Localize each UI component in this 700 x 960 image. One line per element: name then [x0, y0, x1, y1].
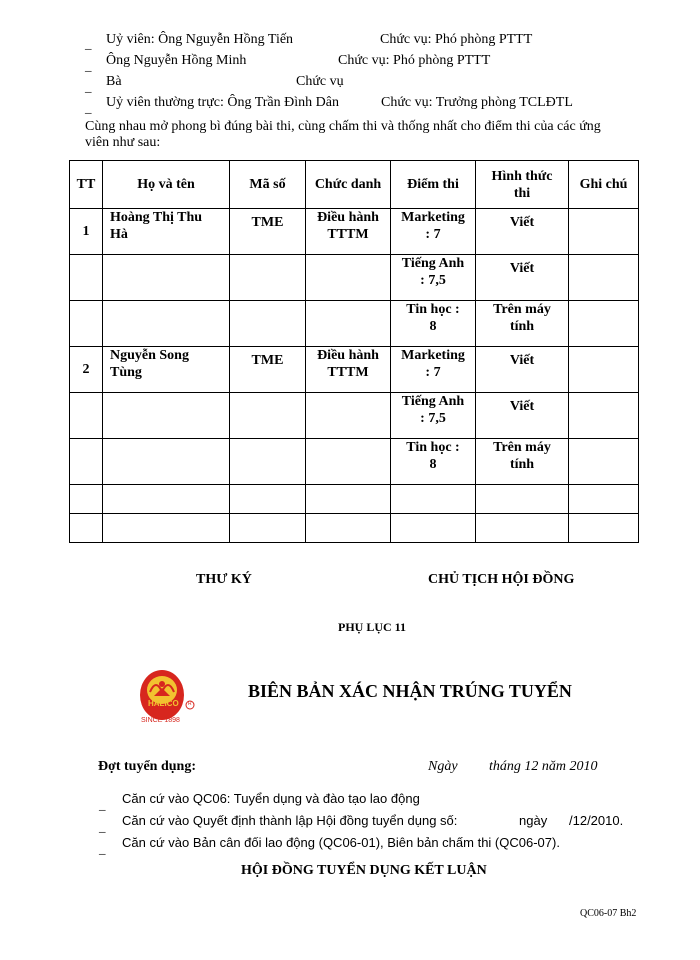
cell-code [230, 255, 306, 301]
score-line: Tin học : [406, 440, 460, 455]
cell-score [391, 209, 476, 255]
name-line: Hoàng Thị Thu [110, 210, 203, 225]
header-tt: TT [70, 161, 103, 209]
bullet-mark: _ [99, 797, 106, 812]
cell-form: Viết [476, 255, 569, 301]
table-row [70, 514, 639, 543]
logo-since-text: SINCE 1898 [141, 717, 180, 724]
member-role: Chức vụ: Phó phòng PTTT [380, 32, 533, 47]
empty-cell [569, 514, 639, 543]
cell-score [391, 347, 476, 393]
cell-code: TME [230, 347, 306, 393]
logo-registered-mark: R [188, 701, 192, 707]
empty-cell [230, 514, 306, 543]
table-row [70, 485, 639, 514]
title-line: Điều hành [317, 210, 379, 225]
table-row [70, 209, 639, 255]
cell-title [306, 393, 391, 439]
header-name: Họ và tên [103, 161, 230, 209]
member-line: Bà [106, 74, 122, 89]
name-line: Hà [110, 227, 128, 242]
empty-cell [230, 485, 306, 514]
cell-name [103, 439, 230, 485]
document-title: BIÊN BẢN XÁC NHẬN TRÚNG TUYỂN [248, 681, 572, 701]
cell-name [103, 347, 230, 393]
score-line: Tin học : [406, 302, 460, 317]
cell-note [569, 301, 639, 347]
cell-score [391, 255, 476, 301]
score-line: 8 [429, 457, 437, 472]
empty-cell [306, 514, 391, 543]
score-line: : 7 [425, 365, 441, 380]
cell-score [391, 301, 476, 347]
cell-note [569, 209, 639, 255]
header-form-line: thi [513, 185, 531, 201]
cell-form [476, 301, 569, 347]
form-line: Trên máy [493, 440, 551, 455]
cell-tt [70, 393, 103, 439]
cell-form [476, 439, 569, 485]
title-line: TTTM [327, 365, 369, 380]
empty-cell [103, 514, 230, 543]
cell-note [569, 347, 639, 393]
score-line: Marketing [401, 210, 465, 225]
basis-line-date: /12/2010. [569, 813, 624, 828]
table-row [70, 347, 639, 393]
table-row [70, 439, 639, 485]
name-line: Tùng [110, 365, 142, 380]
cell-score [391, 393, 476, 439]
header-code: Mã số [230, 161, 306, 209]
cell-code [230, 439, 306, 485]
recruitment-round-label: Đợt tuyển dụng: [98, 759, 196, 774]
cell-note [569, 255, 639, 301]
member-role: Chức vụ [296, 74, 344, 89]
empty-cell [391, 514, 476, 543]
cell-tt: 2 [70, 347, 103, 393]
cell-name [103, 301, 230, 347]
footer-code: QC06-07 Bh2 [580, 908, 637, 919]
secretary-signature-label: THƯ KÝ [196, 572, 252, 587]
cell-title [306, 301, 391, 347]
header-form [476, 161, 569, 209]
cell-title [306, 439, 391, 485]
header-title: Chức danh [306, 161, 391, 209]
cell-title [306, 347, 391, 393]
member-role: Chức vụ: Trưởng phòng TCLĐTL [381, 95, 573, 110]
company-logo [134, 662, 198, 728]
cell-name [103, 209, 230, 255]
cell-score [391, 439, 476, 485]
score-line: Marketing [401, 348, 465, 363]
empty-cell [476, 485, 569, 514]
bullet-mark: _ [99, 841, 106, 856]
basis-line: Căn cứ vào Quyết định thành lập Hội đồng tuyển dụng số: [122, 813, 458, 828]
form-line: Trên máy [493, 302, 551, 317]
score-table [69, 160, 639, 543]
empty-cell [103, 485, 230, 514]
cell-name [103, 255, 230, 301]
form-line: tính [509, 319, 535, 334]
score-line: 8 [429, 319, 437, 334]
header-note: Ghi chú [569, 161, 639, 209]
header-score: Điểm thi [391, 161, 476, 209]
table-row [70, 255, 639, 301]
cell-note [569, 439, 639, 485]
empty-cell [391, 485, 476, 514]
cell-tt: 1 [70, 209, 103, 255]
member-line: Uỷ viên thường trực: Ông Trần Đình Dân [106, 95, 339, 110]
date-month-year: tháng 12 năm 2010 [489, 759, 598, 774]
cell-name [103, 393, 230, 439]
cell-code: TME [230, 209, 306, 255]
score-line: : 7,5 [420, 273, 446, 288]
intro-text: Cùng nhau mở phong bì đúng bài thi, cùng chấm thi và thống nhất cho điểm thi của các ứng [85, 119, 601, 134]
basis-line-day: ngày [519, 813, 548, 828]
score-line: Tiếng Anh [401, 256, 465, 271]
header-form-line: Hình thức [491, 168, 553, 184]
title-line: Điều hành [317, 348, 379, 363]
cell-tt [70, 301, 103, 347]
empty-cell [569, 485, 639, 514]
score-line: Tiếng Anh [401, 394, 465, 409]
cell-form: Viết [476, 347, 569, 393]
member-line: Uỷ viên: Ông Nguyễn Hồng Tiến [106, 32, 294, 47]
bullet-mark: _ [99, 819, 106, 834]
form-line: tính [509, 457, 535, 472]
appendix-title: PHỤ LỤC 11 [338, 620, 407, 634]
cell-form: Viết [476, 209, 569, 255]
basis-line: Căn cứ vào Bản cân đối lao động (QC06-01), Biên bản chấm thi (QC06-07). [122, 835, 560, 850]
bullet-mark: _ [85, 36, 92, 51]
conclusion-heading: HỘI ĐỒNG TUYỂN DỤNG KẾT LUẬN [241, 863, 487, 878]
bullet-mark: _ [85, 100, 92, 115]
cell-title [306, 209, 391, 255]
cell-tt [70, 439, 103, 485]
cell-tt [70, 255, 103, 301]
logo-brand-text: HALICO [148, 699, 179, 708]
date-day-label: Ngày [428, 759, 458, 774]
bullet-mark: _ [85, 79, 92, 94]
cell-form: Viết [476, 393, 569, 439]
empty-cell [306, 485, 391, 514]
cell-code [230, 301, 306, 347]
name-line: Nguyễn Song [110, 348, 189, 363]
bullet-mark: _ [85, 58, 92, 73]
title-line: TTTM [327, 227, 369, 242]
chairman-signature-label: CHỦ TỊCH HỘI ĐỒNG [428, 572, 575, 587]
cell-title [306, 255, 391, 301]
cell-note [569, 393, 639, 439]
basis-line: Căn cứ vào QC06: Tuyển dụng và đào tạo lao động [122, 791, 420, 806]
score-line: : 7,5 [420, 411, 446, 426]
intro-text: viên như sau: [85, 135, 161, 150]
table-header-row [70, 161, 639, 209]
table-row [70, 301, 639, 347]
member-role: Chức vụ: Phó phòng PTTT [338, 53, 491, 68]
member-line: Ông Nguyễn Hồng Minh [106, 53, 247, 68]
score-line: : 7 [425, 227, 441, 242]
empty-cell [70, 485, 103, 514]
empty-cell [70, 514, 103, 543]
cell-code [230, 393, 306, 439]
table-row [70, 393, 639, 439]
empty-cell [476, 514, 569, 543]
